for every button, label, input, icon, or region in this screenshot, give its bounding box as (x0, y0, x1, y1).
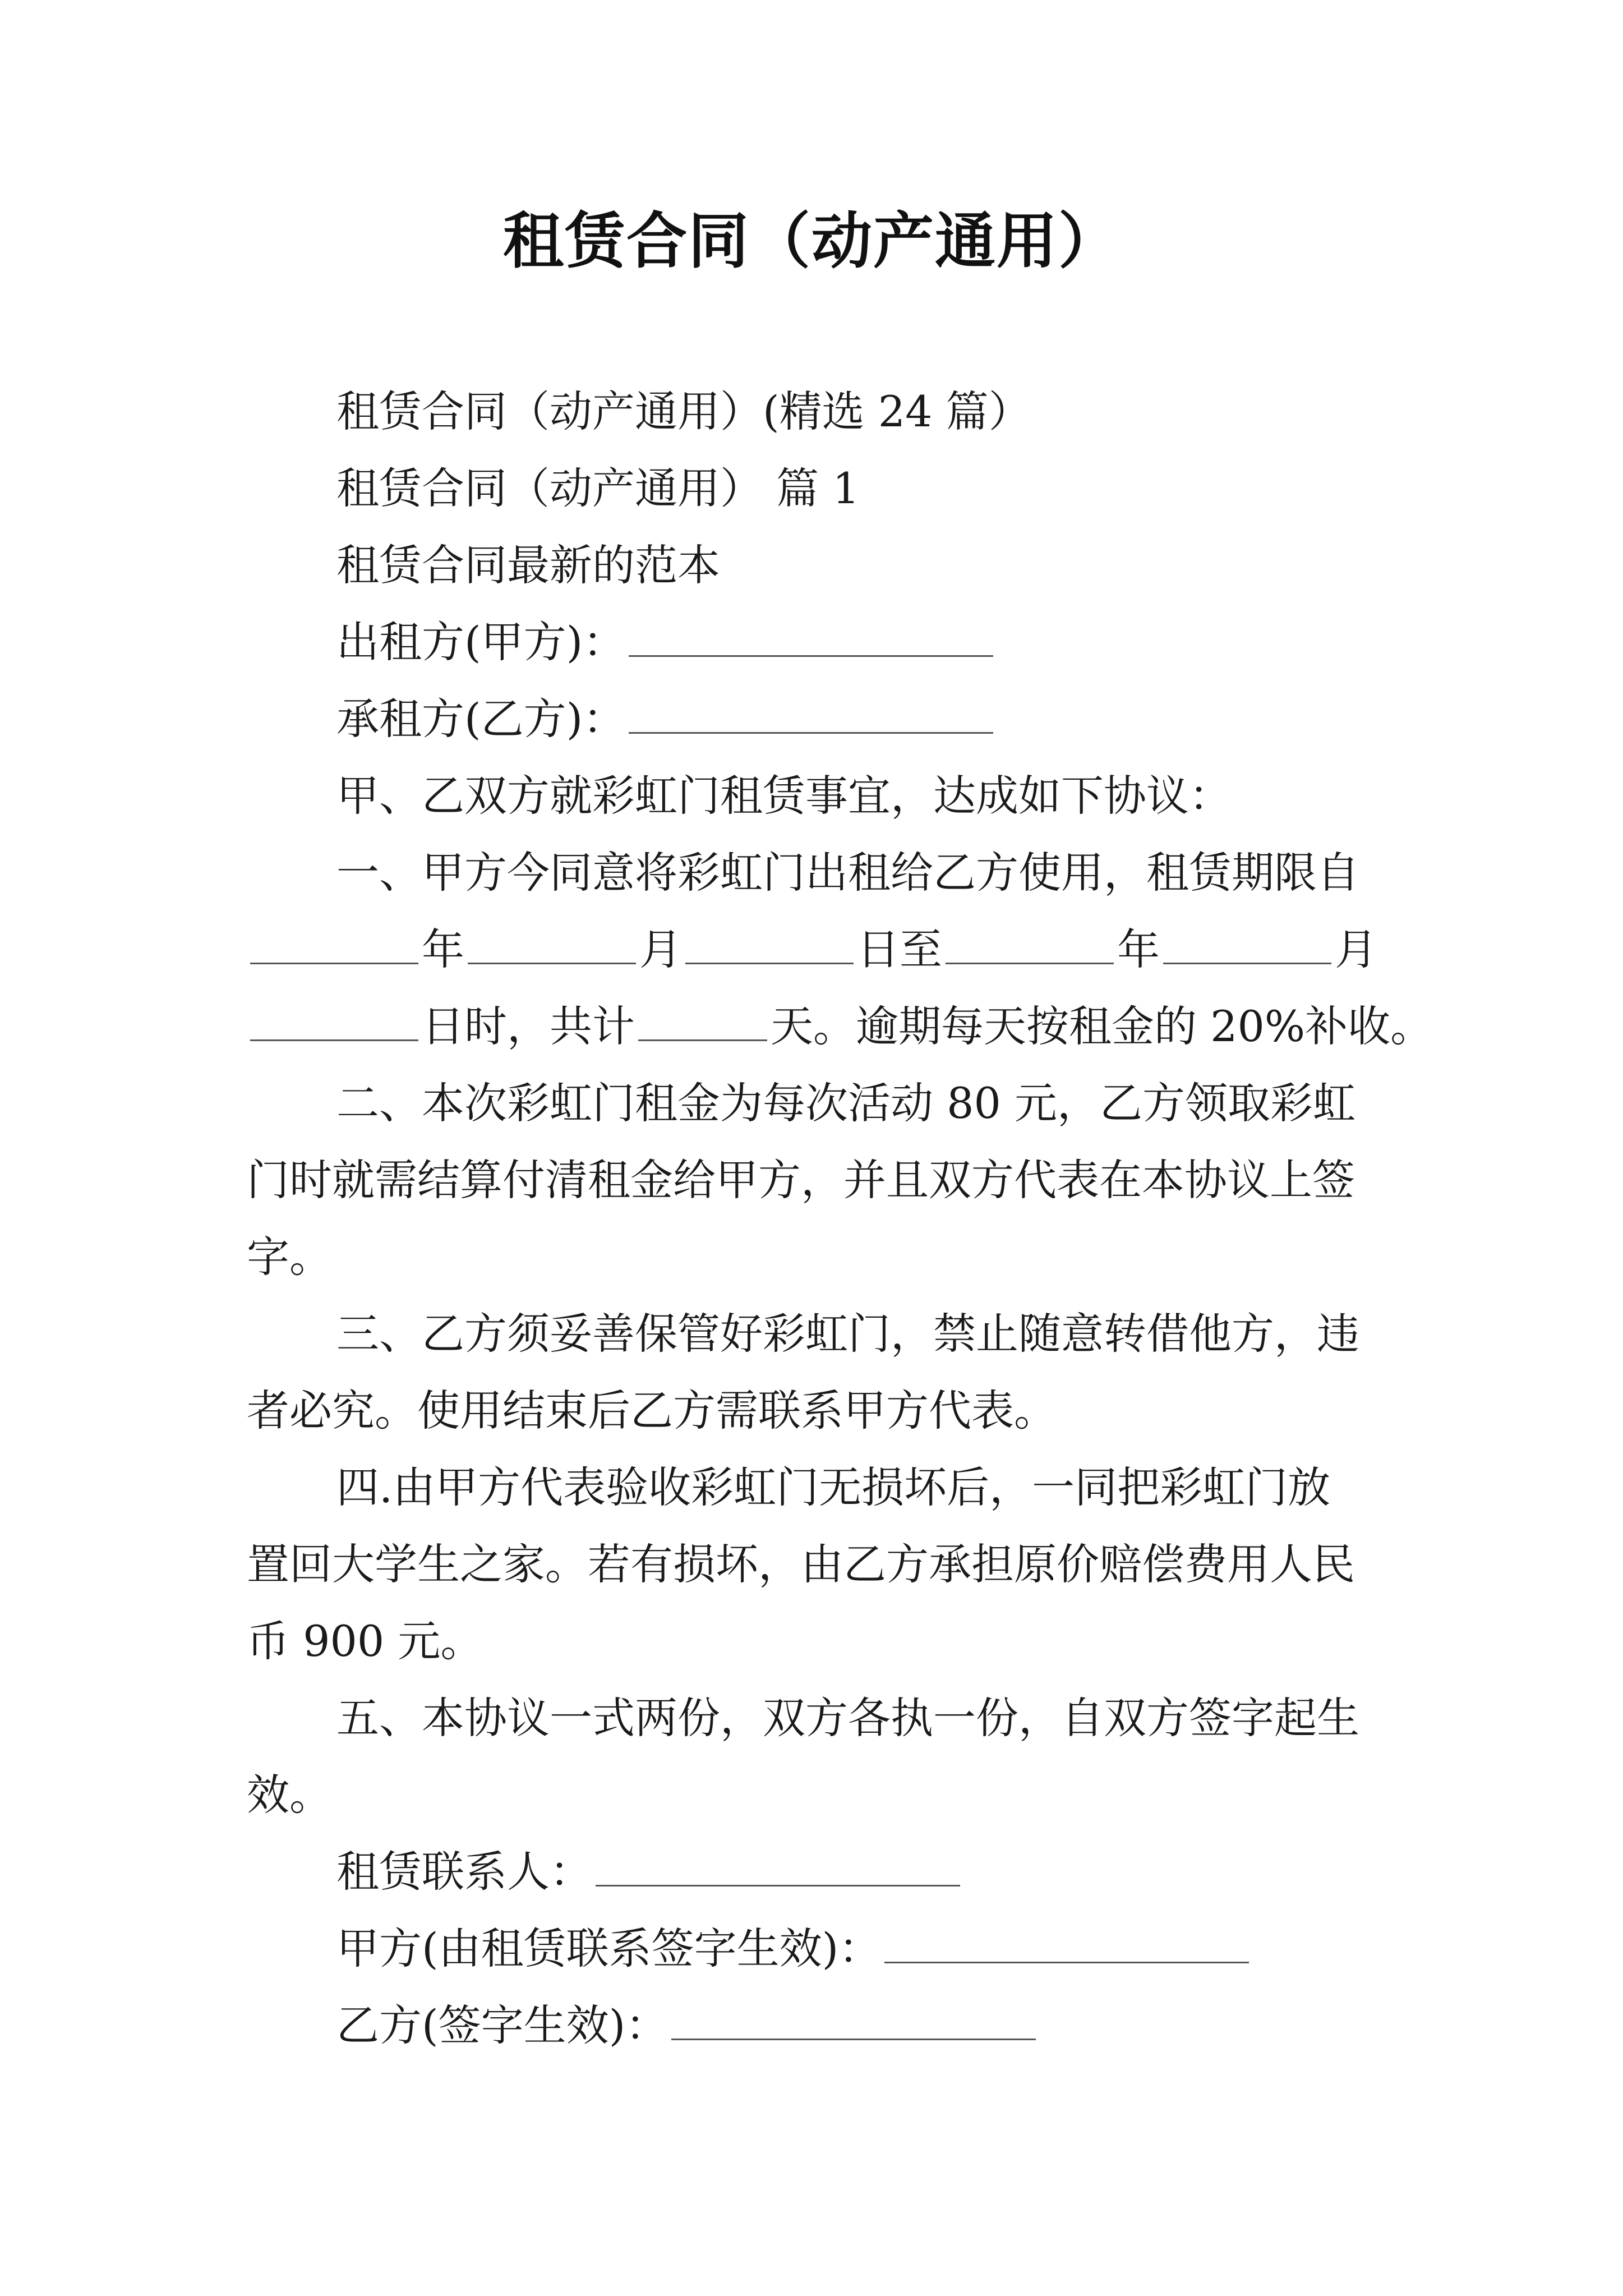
party-b-blank[interactable] (671, 1999, 1036, 2040)
subtitle-line: 租赁合同（动产通用）(精选 24 篇） (336, 386, 1031, 436)
lessee-label: 承租方(乙方)： (336, 694, 626, 744)
intro-paragraph: 甲、乙双方就彩虹门租赁事宜，达成如下协议： (336, 771, 1232, 821)
month-label-2: 月 (1335, 924, 1377, 974)
day-to-label: 日至 (857, 924, 942, 974)
clause-3-line-1: 三、乙方须妥善保管好彩虹门，禁止随意转借他方，违 (336, 1309, 1359, 1359)
end-day-blank[interactable] (250, 1000, 418, 1041)
contact-line (336, 1833, 963, 1910)
clause-5-line-2: 效。 (247, 1770, 332, 1820)
clause-1-line-1: 一、甲方今同意将彩虹门出租给乙方使用，租赁期限自 (336, 848, 1359, 898)
clause-4-line-3: 币 900 元。 (247, 1616, 483, 1666)
clause-1-line-2 (247, 911, 1377, 988)
party-b-label: 乙方(签字生效)： (336, 2000, 668, 2050)
party-b-signature-line (336, 1987, 1039, 2064)
lessee-line (336, 680, 997, 757)
year-label: 年 (422, 924, 464, 974)
start-year-blank[interactable] (250, 923, 418, 964)
section-heading: 租赁合同（动产通用） 篇 1 (336, 463, 860, 513)
day-total-label: 日时，共计 (422, 1001, 635, 1051)
document-title: 租赁合同（动产通用） (502, 206, 1120, 277)
party-a-label: 甲方(由租赁联系签字生效)： (336, 1924, 882, 1973)
contact-blank[interactable] (596, 1846, 960, 1887)
lessor-blank[interactable] (629, 616, 993, 657)
clause-4-line-1: 四.由甲方代表验收彩虹门无损坏后，一同把彩虹门放 (336, 1462, 1331, 1512)
overdue-text: 天。逾期每天按租金的 20%补收。 (771, 1001, 1433, 1051)
lessee-blank[interactable] (629, 693, 993, 734)
contact-label: 租赁联系人： (336, 1847, 592, 1897)
clause-3-line-2: 者必究。使用结束后乙方需联系甲方代表。 (247, 1386, 1057, 1435)
clause-5-line-1: 五、本协议一式两份，双方各执一份，自双方签字起生 (336, 1693, 1359, 1743)
end-month-blank[interactable] (1163, 923, 1331, 964)
total-days-blank[interactable] (638, 1000, 767, 1041)
party-a-blank[interactable] (884, 1922, 1249, 1963)
start-month-blank[interactable] (468, 923, 636, 964)
clause-2-line-3: 字。 (247, 1232, 332, 1282)
month-label: 月 (639, 924, 682, 974)
clause-1-line-3 (247, 988, 1433, 1065)
clause-2-line-2: 门时就需结算付清租金给甲方，并且双方代表在本协议上签 (247, 1155, 1355, 1205)
template-heading: 租赁合同最新的范本 (336, 540, 720, 590)
clause-4-line-2: 置回大学生之家。若有损坏，由乙方承担原价赔偿费用人民 (247, 1539, 1355, 1589)
party-a-signature-line (336, 1910, 1252, 1987)
year-label-2: 年 (1117, 924, 1160, 974)
end-year-blank[interactable] (946, 923, 1114, 964)
start-day-blank[interactable] (685, 923, 854, 964)
lessor-line (336, 604, 997, 680)
clause-2-line-1: 二、本次彩虹门租金为每次活动 80 元，乙方领取彩虹 (336, 1078, 1356, 1128)
lessor-label: 出租方(甲方)： (336, 617, 626, 667)
